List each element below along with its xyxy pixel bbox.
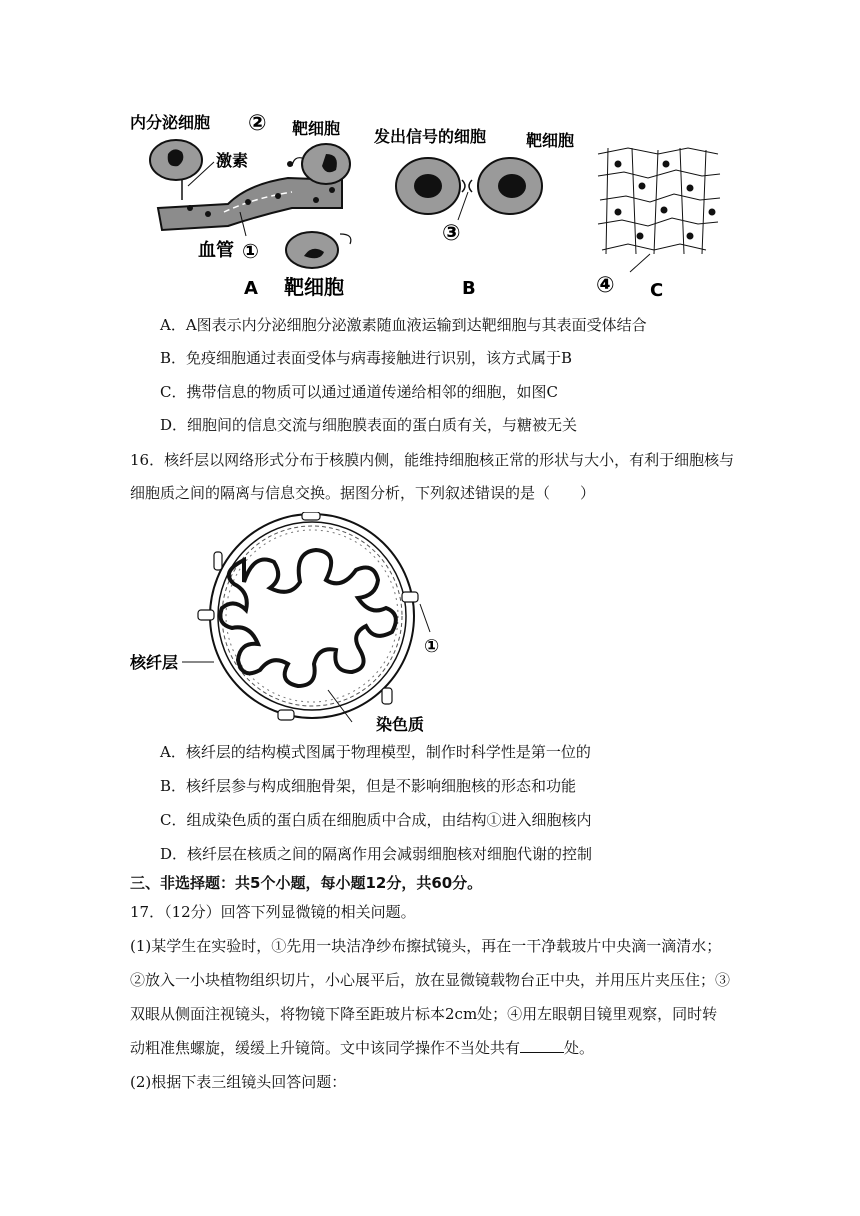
q17-part2: (2)根据下表三组镜头回答问题： (130, 1073, 347, 1091)
label-num-1-pore: ① (424, 636, 440, 657)
q17-part1-line4 (130, 1038, 594, 1058)
q17-part1-line3: 双眼从侧面注视镜头，将物镜下降至距玻片标本2cm处；④用左眼朝目镜里观察，同时转 (130, 1005, 718, 1023)
q16-stem-line2: 细胞质之间的隔离与信息交换。据图分析，下列叙述错误的是（ ） (130, 484, 596, 502)
panel-a-letter: A (244, 278, 258, 299)
chromatin-path (220, 550, 395, 686)
label-target-cell-top: 靶细胞 (292, 119, 341, 138)
label-chromatin: 染色质 (376, 715, 425, 734)
q17-part1-line4-text: 动粗准焦螺旋，缓缓上升镜筒。文中该同学操作不当处共有 (130, 1039, 521, 1057)
q17-title: 17．（12分）回答下列显微镜的相关问题。 (130, 903, 416, 921)
q17-part1-line1: (1)某学生在实验时，①先用一块洁净纱布擦拭镜头，再在一干净载玻片中央滴一滴清水； (130, 937, 722, 955)
label-target-cell-bottom: 靶细胞 (284, 275, 344, 299)
label-num-2: ② (248, 111, 267, 136)
label-blood-vessel: 血管 (198, 240, 234, 261)
section3-title: 三、非选择题：共5个小题，每小题12分，共60分。 (130, 874, 483, 892)
q16-option-d: D．核纤层在核质之间的隔离作用会减弱细胞核对细胞代谢的控制 (160, 845, 593, 863)
answer-blank (520, 1038, 564, 1053)
label-num-4: ④ (596, 273, 615, 298)
q17-part1-line2: ②放入一小块植物组织切片，小心展平后，放在显微镜载物台正中央，并用压片夹压住；③ (130, 971, 731, 989)
q16-option-b: B．核纤层参与构成细胞骨架，但是不影响细胞核的形态和功能 (160, 777, 577, 795)
label-nuclear-lamina: 核纤层 (130, 653, 179, 672)
nuclear-envelope-outer (210, 514, 414, 718)
q15-option-c: C．携带信息的物质可以通过通道传递给相邻的细胞，如图C (160, 383, 558, 401)
q15-option-a: A．A图表示内分泌细胞分泌激素随血液运输到达靶细胞与其表面受体结合 (160, 316, 647, 334)
label-endocrine-cell: 内分泌细胞 (130, 113, 211, 132)
q16-option-c: C．组成染色质的蛋白质在细胞质中合成，由结构①进入细胞核内 (160, 811, 592, 829)
q16-option-a: A．核纤层的结构模式图属于物理模型，制作时科学性是第一位的 (160, 743, 591, 761)
nuclear-lamina-figure (128, 512, 448, 740)
label-num-1: ① (242, 239, 259, 263)
q15-option-d: D．细胞间的信息交流与细胞膜表面的蛋白质有关，与糖被无关 (160, 416, 578, 434)
label-target-cell-b: 靶细胞 (526, 131, 575, 150)
cell-communication-figure (128, 104, 728, 304)
q17-part1-line4-tail: 处。 (564, 1039, 595, 1057)
panel-b-letter: B (462, 278, 476, 299)
label-signal-cell: 发出信号的细胞 (374, 127, 487, 146)
label-hormone: 激素 (216, 151, 249, 170)
label-num-3: ③ (442, 221, 461, 246)
plant-cell-network (594, 148, 722, 258)
q16-stem-line1: 16．核纤层以网络形式分布于核膜内侧，能维持细胞核正常的形状与大小，有利于细胞核与 (130, 451, 735, 469)
panel-c-letter: C (650, 280, 664, 301)
q15-option-b: B．免疫细胞通过表面受体与病毒接触进行识别，该方式属于B (160, 349, 573, 367)
